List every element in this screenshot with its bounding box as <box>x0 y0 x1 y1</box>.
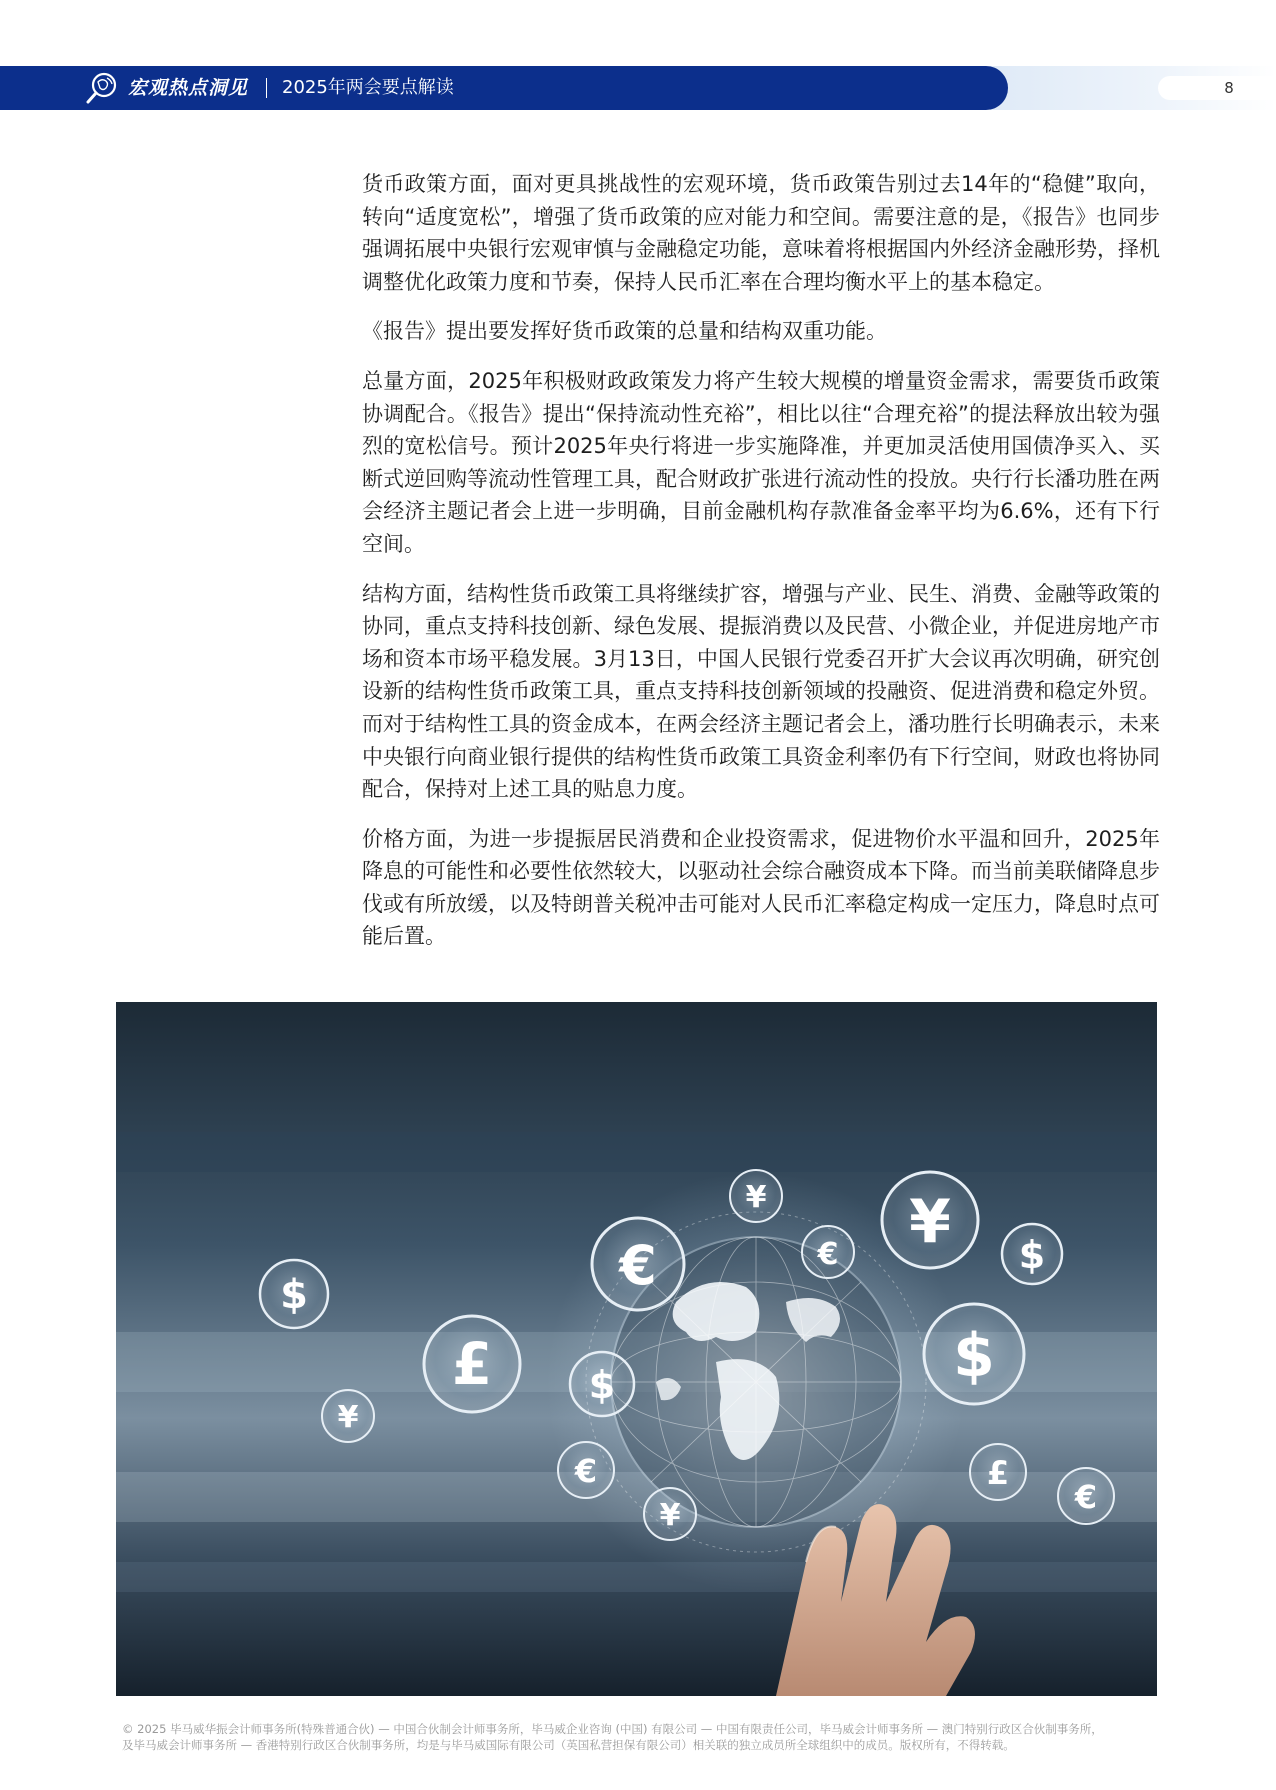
dollar-icon <box>924 1304 1024 1404</box>
document-subtitle: 2025年两会要点解读 <box>282 77 454 98</box>
paragraph-aggregate: 总量方面，2025年积极财政政策发力将产生较大规模的增量资金需求，需要货币政策协调配合。《报告》提出“保持流动性充裕”，相比以往“合理充裕”的提法释放出较为强烈的宽松信号。预计2025年央行将进一步实施降准，并更加灵活使用国债净买入、买断式逆回购等流动性管理工具，配合财政扩张进行流动性的投放。央行行长潘功胜在两会经济主题记者会上进一步明确，目前金融机构存款准备金率平均为6.6%，还有下行空间。 <box>362 368 1160 556</box>
series-title: 宏观热点洞见 <box>128 77 249 99</box>
hero-image-currency-globe <box>116 1002 1157 1696</box>
pound-icon <box>424 1316 520 1412</box>
euro-icon <box>1058 1468 1114 1524</box>
euro-icon <box>802 1226 854 1278</box>
svg-text:¥: ¥ <box>659 1498 681 1533</box>
svg-text:£: £ <box>451 1330 493 1398</box>
paragraph-monetary-policy: 货币政策方面，面对更具挑战性的宏观环境，货币政策告别过去14年的“稳健”取向，转向“适度宽松”，增强了货币政策的应对能力和空间。需要注意的是，《报告》也同步强调拓展中央银行宏观审慎与金融稳定功能，意味着将根据国内外经济金融形势，择机调整优化政策力度和节奏，保持人民币汇率在合理均衡水平上的基本稳定。 <box>362 172 1160 294</box>
svg-text:$: $ <box>588 1363 616 1407</box>
paragraph-structural: 结构方面，结构性货币政策工具将继续扩容，增强与产业、民生、消费、金融等政策的协同，重点支持科技创新、绿色发展、提振消费以及民营、小微企业，并促进房地产市场和资本市场平稳发展。3月13日，中国人民银行党委召开扩大会议再次明确，研究创设新的结构性货币政策工具，重点支持科技创新领域的投融资、促进消费和稳定外贸。而对于结构性工具的资金成本，在两会经济主题记者会上，潘功胜行长明确表示，未来中央银行向商业银行提供的结构性货币政策工具资金利率仍有下行空间，财政也将协同配合，保持对上述工具的贴息力度。 <box>362 581 1160 802</box>
svg-text:£: £ <box>986 1454 1010 1492</box>
svg-text:$: $ <box>953 1321 995 1391</box>
euro-icon <box>558 1442 614 1498</box>
header-divider <box>266 78 267 98</box>
svg-text:$: $ <box>280 1272 308 1318</box>
yen-icon <box>882 1172 978 1268</box>
yen-icon <box>644 1488 696 1540</box>
footer-line-1: © 2025 毕马威华振会计师事务所(特殊普通合伙) — 中国合伙制会计师事务所，毕马威企业咨询 (中国) 有限公司 — 中国有限责任公司，毕马威会计师事务所 — 澳门特别行政区合伙制事务所， <box>122 1722 1103 1736</box>
svg-text:¥: ¥ <box>909 1187 951 1257</box>
dollar-icon <box>1002 1224 1062 1284</box>
yen-icon <box>322 1390 374 1442</box>
svg-text:$: $ <box>1018 1233 1046 1277</box>
svg-text:€: € <box>1074 1478 1098 1516</box>
footer-line-2: 及毕马威会计师事务所 — 香港特别行政区合伙制事务所，均是与毕马威国际有限公司（英国私营担保有限公司）相关联的独立成员所全球组织中的成员。版权所有，不得转载。 <box>122 1738 1015 1752</box>
svg-text:€: € <box>619 1234 657 1297</box>
svg-text:€: € <box>817 1237 839 1272</box>
paragraph-price: 价格方面，为进一步提振居民消费和企业投资需求，促进物价水平温和回升，2025年降息的可能性和必要性依然较大，以驱动社会综合融资成本下降。而当前美联储降息步伐或有所放缓，以及特朗普关税冲击可能对人民币汇率稳定构成一定压力，降息时点可能后置。 <box>362 826 1160 949</box>
magnifier-globe-icon <box>84 70 120 106</box>
yen-icon <box>730 1170 782 1222</box>
svg-text:¥: ¥ <box>745 1180 767 1215</box>
dollar-icon <box>260 1260 328 1328</box>
article-body <box>362 168 1160 970</box>
copyright-footer <box>122 1721 1162 1753</box>
svg-text:€: € <box>574 1452 598 1490</box>
paragraph-dual-function: 《报告》提出要发挥好货币政策的总量和结构双重功能。 <box>362 319 887 344</box>
svg-text:¥: ¥ <box>337 1400 359 1435</box>
dollar-icon <box>570 1352 634 1416</box>
page-number: 8 <box>1224 79 1234 97</box>
pound-icon <box>970 1444 1026 1500</box>
euro-icon <box>592 1218 684 1310</box>
